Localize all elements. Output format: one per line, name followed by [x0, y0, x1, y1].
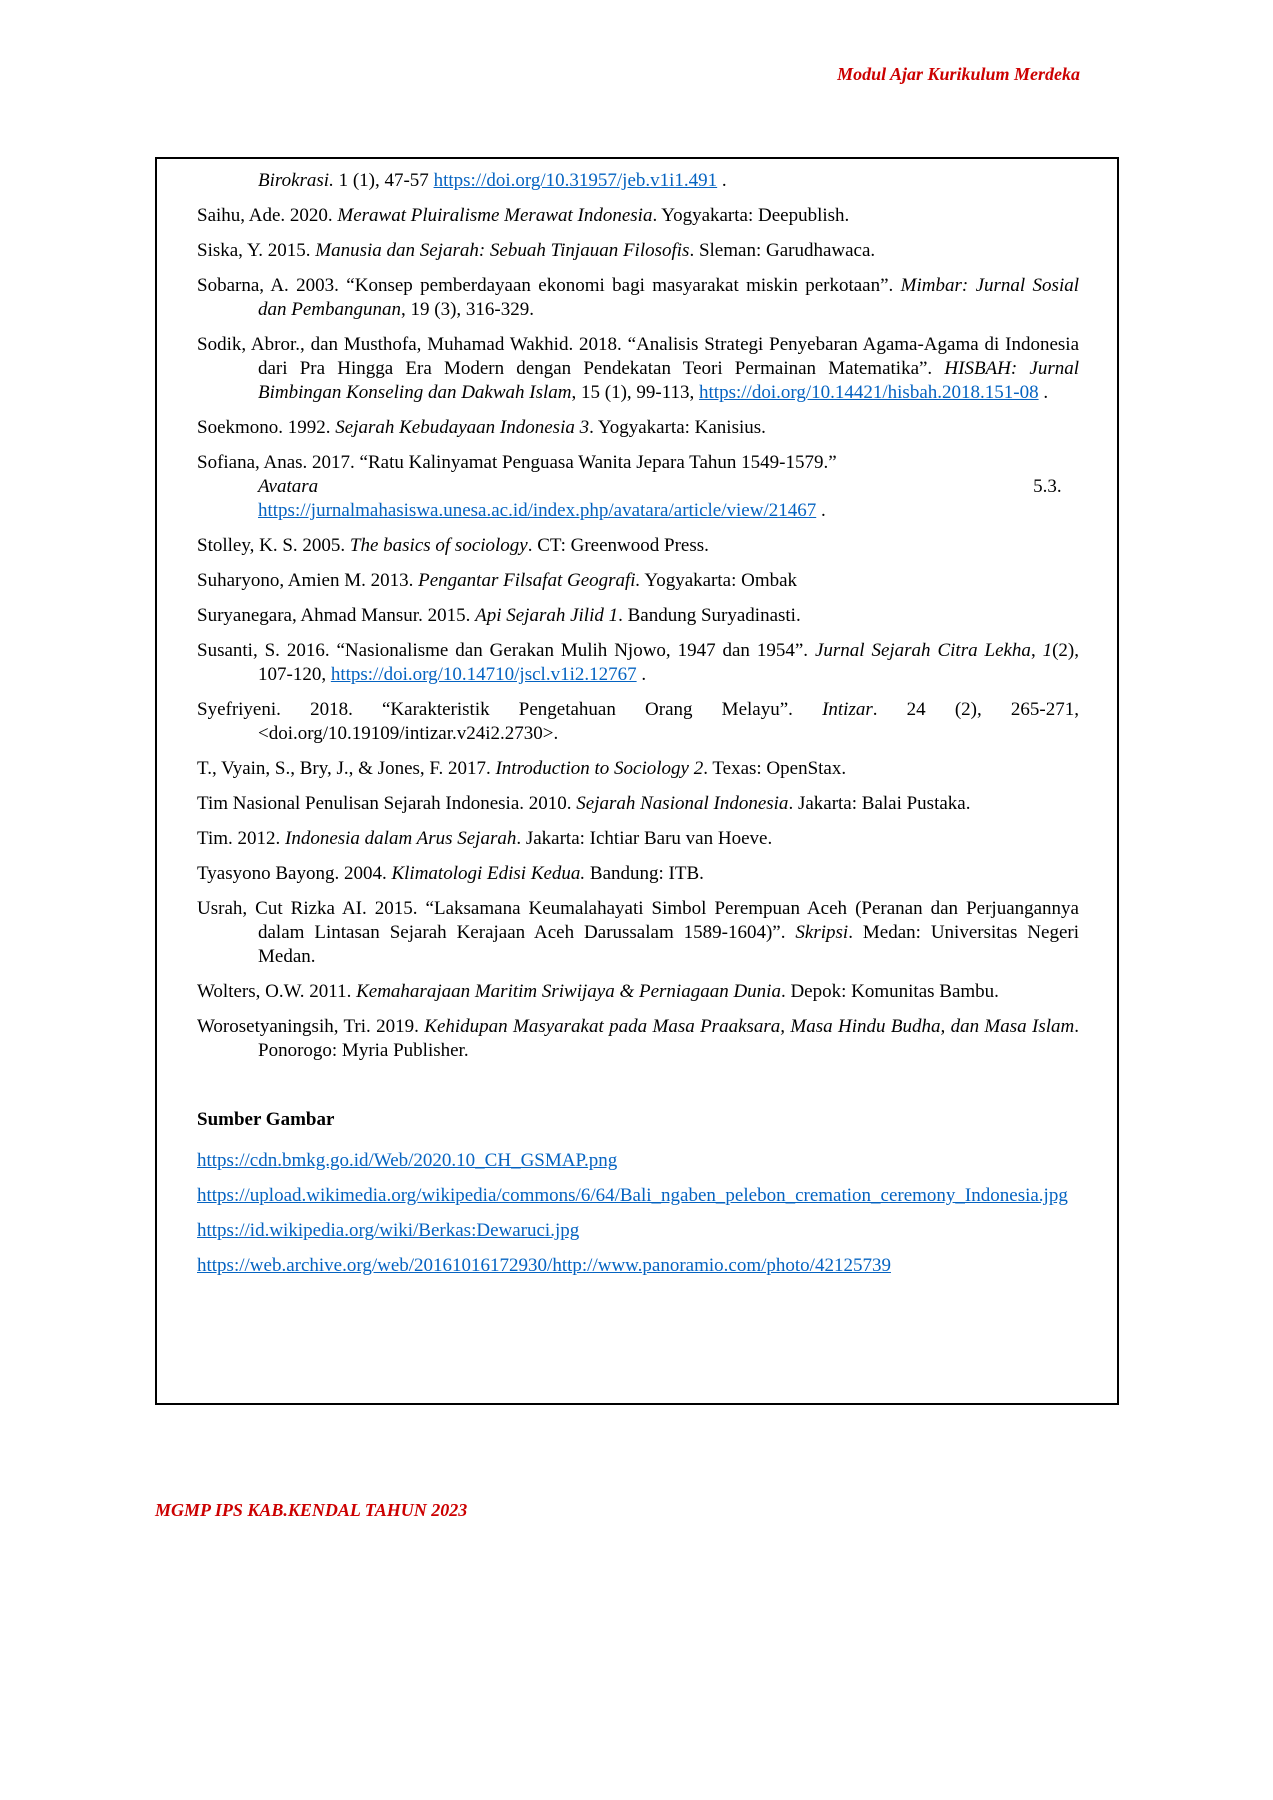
- image-link-entry: [197, 1149, 1079, 1173]
- reference-text: , 19 (3), 316-329.: [401, 299, 534, 320]
- reference-text: Siska, Y. 2015.: [197, 240, 316, 261]
- reference-text: Klimatologi Edisi Kedua.: [391, 863, 586, 884]
- reference-text: . Yogyakarta: Deepublish.: [652, 205, 850, 226]
- reference-text: . Bandung Suryadinasti.: [618, 605, 801, 626]
- reference-text: Merawat Pluiralisme Merawat Indonesia: [337, 205, 653, 226]
- reference-text: . Texas: OpenStax.: [703, 758, 847, 779]
- reference-text: Sobarna, A. 2003. “Konsep pemberdayaan ekonomi bagi masyarakat miskin perkotaan”.: [197, 275, 901, 296]
- reference-text: Tim Nasional Penulisan Sejarah Indonesia. 2010.: [197, 793, 577, 814]
- reference-text: Indonesia dalam Arus Sejarah: [285, 828, 517, 849]
- reference-entry: [197, 757, 1079, 781]
- reference-text: Tim. 2012.: [197, 828, 285, 849]
- image-links-list: [197, 1149, 1079, 1278]
- reference-text: . Jakarta: Balai Pustaka.: [788, 793, 971, 814]
- image-link[interactable]: https://web.archive.org/web/20161016172930/http://www.panoramio.com/photo/42125739: [197, 1255, 891, 1276]
- reference-text: . Medan: Universitas Negeri Medan.: [258, 922, 1079, 967]
- reference-entry: [197, 862, 1079, 886]
- reference-text: .: [636, 664, 647, 685]
- reference-text: Intizar: [822, 699, 873, 720]
- reference-text: Wolters, O.W. 2011.: [197, 981, 357, 1002]
- reference-text: .: [816, 500, 826, 521]
- reference-link[interactable]: https://doi.org/10.31957/jeb.v1i1.491: [433, 170, 718, 191]
- reference-text: .: [717, 170, 727, 191]
- reference-entry: [197, 698, 1079, 746]
- reference-entry: [197, 897, 1079, 969]
- image-link-entry: [197, 1254, 1079, 1278]
- reference-entry: [197, 639, 1079, 687]
- reference-link[interactable]: https://doi.org/10.14421/hisbah.2018.151-08: [699, 382, 1039, 403]
- reference-text: Bandung: ITB.: [585, 863, 704, 884]
- reference-text: Jurnal Sejarah Citra Lekha: [814, 640, 1031, 661]
- reference-text: 5.3.: [1033, 476, 1062, 497]
- image-link[interactable]: https://upload.wikimedia.org/wikipedia/commons/6/64/Bali_ngaben_pelebon_cremation_ceremony_Indonesia.jpg: [197, 1185, 1068, 1206]
- reference-text: .: [1038, 382, 1049, 403]
- reference-link[interactable]: https://jurnalmahasiswa.unesa.ac.id/index.php/avatara/article/view/21467: [258, 500, 817, 521]
- reference-text: Usrah, Cut Rizka AI. 2015. “Laksamana Keumalahayati Simbol Perempuan Aceh (Peranan dan Perjuangannya dalam Lintasan Sejarah Kerajaan Aceh Darussalam 1589-1604)”.: [197, 898, 1079, 943]
- reference-text: , 15 (1), 99-113,: [571, 382, 700, 403]
- reference-entry: [197, 274, 1079, 322]
- image-link-entry: [197, 1219, 1079, 1243]
- reference-entry: [197, 204, 1079, 228]
- reference-entry: [197, 169, 1079, 193]
- reference-entry: [197, 980, 1079, 1004]
- reference-text: . 24 (2), 265-271,<doi.org/10.19109/intizar.v24i2.2730>.: [258, 699, 1080, 744]
- reference-text: . Sleman: Garudhawaca.: [689, 240, 876, 261]
- reference-link[interactable]: https://doi.org/10.14710/jscl.v1i2.12767: [330, 664, 637, 685]
- reference-text: Birokrasi.: [258, 170, 334, 191]
- reference-text: . Yogyakarta: Kanisius.: [589, 417, 766, 438]
- reference-text: T., Vyain, S., Bry, J., & Jones, F. 2017.: [197, 758, 496, 779]
- reference-text: Saihu, Ade. 2020.: [197, 205, 338, 226]
- reference-text: Soekmono. 1992.: [197, 417, 336, 438]
- reference-entry: [197, 239, 1079, 263]
- reference-entry: [197, 534, 1079, 558]
- reference-text: The basics of sociology: [349, 535, 528, 556]
- image-link-entry: [197, 1184, 1079, 1208]
- page-header: Modul Ajar Kurikulum Merdeka: [837, 64, 1080, 84]
- content-border-box: [155, 157, 1119, 1405]
- reference-text: ,: [1030, 640, 1043, 661]
- reference-text: Pengantar Filsafat Geografi.: [418, 570, 641, 591]
- reference-text: Mimbar: Jurnal Sosial dan Pembangunan: [258, 275, 1079, 320]
- reference-entry: [197, 604, 1079, 628]
- reference-text: Sejarah Nasional Indonesia: [576, 793, 789, 814]
- image-link[interactable]: https://cdn.bmkg.go.id/Web/2020.10_CH_GSMAP.png: [197, 1150, 618, 1171]
- reference-text: Avatara: [258, 476, 319, 497]
- reference-text: Stolley, K. S. 2005.: [197, 535, 350, 556]
- reference-text: . Depok: Komunitas Bambu.: [780, 981, 999, 1002]
- reference-text: Sofiana, Anas. 2017. “Ratu Kalinyamat Penguasa Wanita Jepara Tahun 1549-1579.”: [197, 452, 837, 473]
- reference-text: Sejarah Kebudayaan Indonesia 3: [335, 417, 590, 438]
- reference-entry: [197, 569, 1079, 593]
- reference-text: Susanti, S. 2016. “Nasionalisme dan Gerakan Mulih Njowo, 1947 dan 1954”.: [197, 640, 815, 661]
- reference-entry: [197, 451, 1079, 523]
- reference-entry: [197, 333, 1079, 405]
- reference-text: Skripsi: [795, 922, 849, 943]
- reference-entry: [197, 792, 1079, 816]
- sumber-gambar-heading: Sumber Gambar: [197, 1109, 335, 1130]
- reference-text: (2), 107-120,: [258, 640, 1080, 685]
- reference-text: Kemaharajaan Maritim Sriwijaya & Perniagaan Dunia: [356, 981, 781, 1002]
- reference-text: Syefriyeni. 2018. “Karakteristik Pengetahuan Orang Melayu”.: [197, 699, 823, 720]
- reference-text: . Jakarta: Ichtiar Baru van Hoeve.: [516, 828, 773, 849]
- reference-entry: [197, 827, 1079, 851]
- reference-text: Suharyono, Amien M. 2013.: [197, 570, 419, 591]
- image-link[interactable]: https://id.wikipedia.org/wiki/Berkas:Dewaruci.jpg: [197, 1220, 580, 1241]
- reference-text: Worosetyaningsih, Tri. 2019.: [197, 1016, 425, 1037]
- reference-entry: [197, 416, 1079, 440]
- reference-text: Api Sejarah Jilid 1: [475, 605, 619, 626]
- reference-text: 1: [1042, 640, 1053, 661]
- reference-text: Tyasyono Bayong. 2004.: [197, 863, 392, 884]
- reference-text: . Ponorogo: Myria Publisher.: [258, 1016, 1079, 1061]
- reference-text: Yogyakarta: Ombak: [640, 570, 798, 591]
- reference-text: Suryanegara, Ahmad Mansur. 2015.: [197, 605, 476, 626]
- page-footer: MGMP IPS KAB.KENDAL TAHUN 2023: [155, 1500, 468, 1520]
- references-list: [197, 169, 1079, 1063]
- reference-text: Introduction to Sociology 2: [495, 758, 704, 779]
- reference-text: Kehidupan Masyarakat pada Masa Praaksara, Masa Hindu Budha, dan Masa Islam: [424, 1016, 1075, 1037]
- reference-text: HISBAH: Jurnal Bimbingan Konseling dan Dakwah Islam: [258, 358, 1080, 403]
- reference-text: . CT: Greenwood Press.: [527, 535, 709, 556]
- reference-text: 1 (1), 47-57: [333, 170, 434, 191]
- reference-text: Manusia dan Sejarah: Sebuah Tinjauan Filosofis: [315, 240, 690, 261]
- reference-text: Sodik, Abror., dan Musthofa, Muhamad Wakhid. 2018. “Analisis Strategi Penyebaran Agama-Agama di Indonesia dari Pra Hingga Era Modern dengan Pendekatan Teori Permainan Matematika”.: [197, 334, 1079, 379]
- reference-entry: [197, 1015, 1079, 1063]
